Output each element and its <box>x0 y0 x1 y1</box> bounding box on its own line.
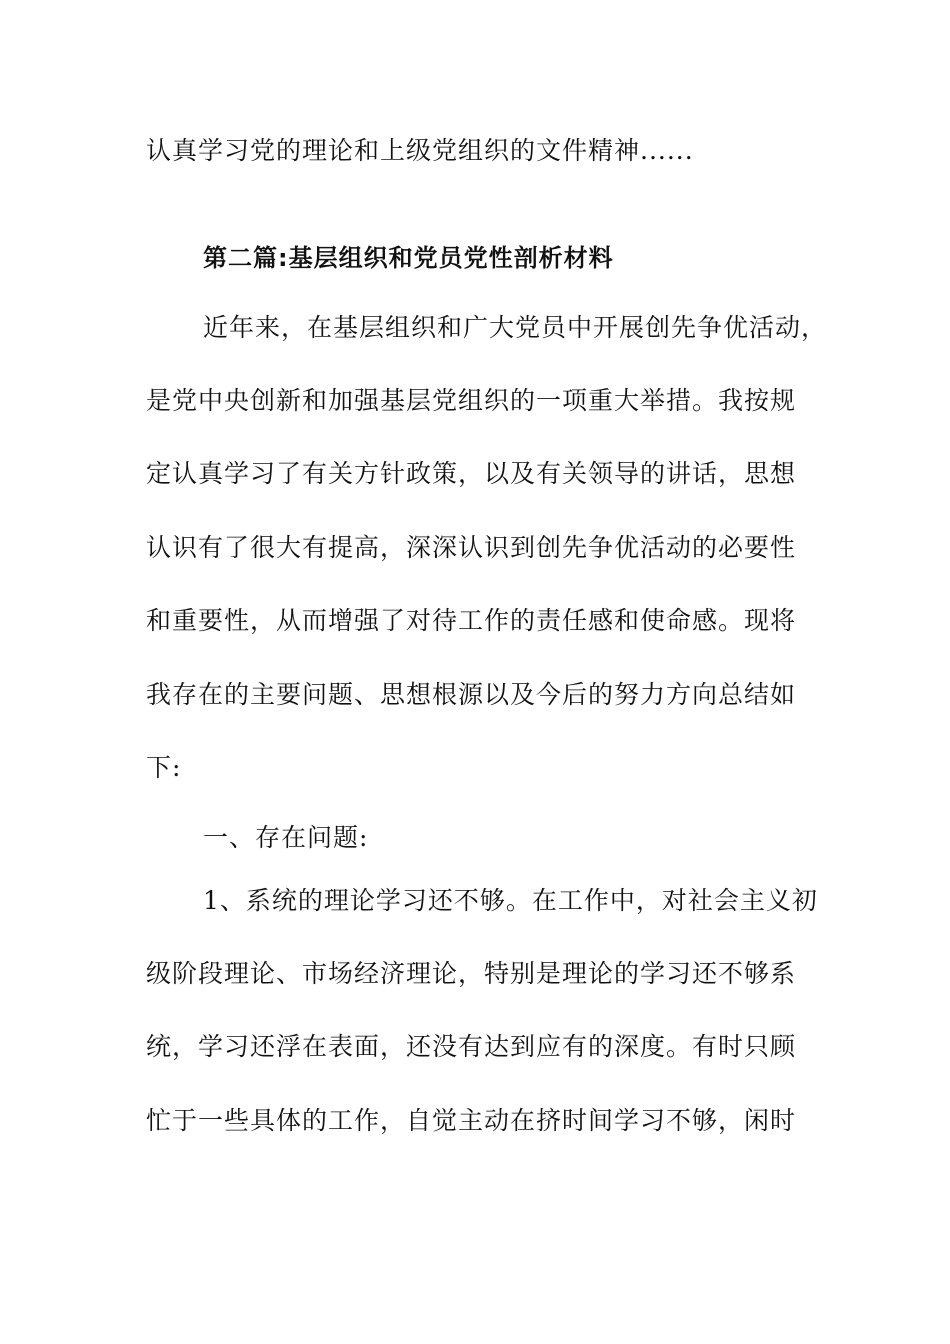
paragraph-line: 统，学习还浮在表面，还没有达到应有的深度。有时只顾 <box>146 1032 797 1061</box>
paragraph-line: 忙于一些具体的工作，自觉主动在挤时间学习不够，闲时 <box>146 1106 797 1135</box>
section-heading: 第二篇:基层组织和党员党性剖析材料 <box>203 244 614 272</box>
paragraph-line: 下: <box>146 753 182 782</box>
paragraph-line: 定认真学习了有关方针政策，以及有关领导的讲话，思想 <box>146 459 797 488</box>
paragraph-line: 我存在的主要问题、思想根源以及今后的努力方向总结如 <box>146 680 797 709</box>
paragraph-line: 认识有了很大有提高，深深认识到创先争优活动的必要性 <box>146 533 797 562</box>
paragraph-line: 和重要性，从而增强了对待工作的责任感和使命感。现将 <box>146 606 797 635</box>
paragraph-line: 是党中央创新和加强基层党组织的一项重大举措。我按规 <box>146 386 797 415</box>
paragraph-line: 级阶段理论、市场经济理论，特别是理论的学习还不够系 <box>146 959 797 988</box>
paragraph-line: 1、系统的理论学习还不够。在工作中，对社会主义初 <box>203 886 818 915</box>
paragraph-line: 近年来，在基层组织和广大党员中开展创先争优活动， <box>203 313 828 342</box>
subsection-heading: 一、存在问题: <box>203 823 369 852</box>
paragraph-line: 认真学习党的理论和上级党组织的文件精神...... <box>146 136 694 165</box>
